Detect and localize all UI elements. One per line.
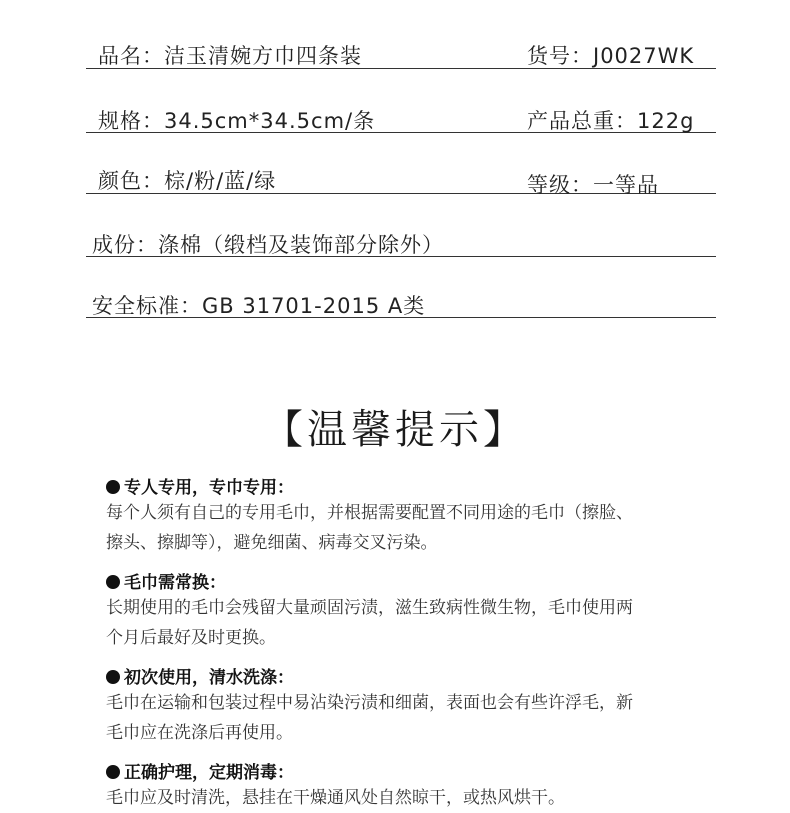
tip-body-1 (106, 498, 726, 558)
tip-heading-4 (106, 758, 294, 783)
product-size: 规格：34.5cm*34.5cm/条 (98, 109, 376, 133)
tips-title: 【温馨提示】 (263, 407, 527, 453)
product-name: 品名：洁玉清婉方巾四条装 (98, 44, 362, 68)
tip-heading-1 (106, 473, 294, 498)
tip-line: 毛巾应及时清洗，悬挂在干燥通风处自然晾干，或热风烘干。 (106, 788, 565, 808)
bullet-dot (106, 670, 120, 684)
tip-line: 每个人须有自己的专用毛巾，并根据需要配置不同用途的毛巾（擦脸、 (106, 503, 633, 523)
tip-heading-text: 专人专用，专巾专用： (124, 478, 294, 498)
tip-heading-text: 初次使用，清水洗涤： (124, 668, 294, 688)
product-material: 成份：涤棉（缎档及装饰部分除外） (92, 233, 444, 257)
tip-body-3 (106, 688, 726, 748)
product-weight: 产品总重：122g (527, 109, 695, 133)
tip-line: 擦头、擦脚等），避免细菌、病毒交叉污染。 (106, 533, 438, 553)
tip-heading-text: 毛巾需常换： (124, 573, 226, 593)
product-standard: 安全标准：GB 31701-2015 A类 (92, 294, 426, 318)
product-sku: 货号：J0027WK (527, 44, 695, 68)
tip-line: 长期使用的毛巾会残留大量顽固污渍，滋生致病性微生物，毛巾使用两 (106, 598, 633, 618)
tip-heading-text: 正确护理，定期消毒： (124, 763, 294, 783)
tip-body-4 (106, 783, 726, 813)
tip-heading-3 (106, 663, 294, 688)
product-grade: 等级：一等品 (527, 173, 659, 197)
product-color: 颜色：棕/粉/蓝/绿 (98, 169, 277, 193)
tip-heading-2 (106, 568, 226, 593)
tip-line: 毛巾应在洗涤后再使用。 (106, 723, 293, 743)
bullet-dot (106, 765, 120, 779)
bullet-dot (106, 480, 120, 494)
tip-line: 毛巾在运输和包装过程中易沾染污渍和细菌，表面也会有些许浮毛，新 (106, 693, 633, 713)
tip-line: 个月后最好及时更换。 (106, 628, 276, 648)
bullet-dot (106, 575, 120, 589)
tip-body-2 (106, 593, 726, 653)
